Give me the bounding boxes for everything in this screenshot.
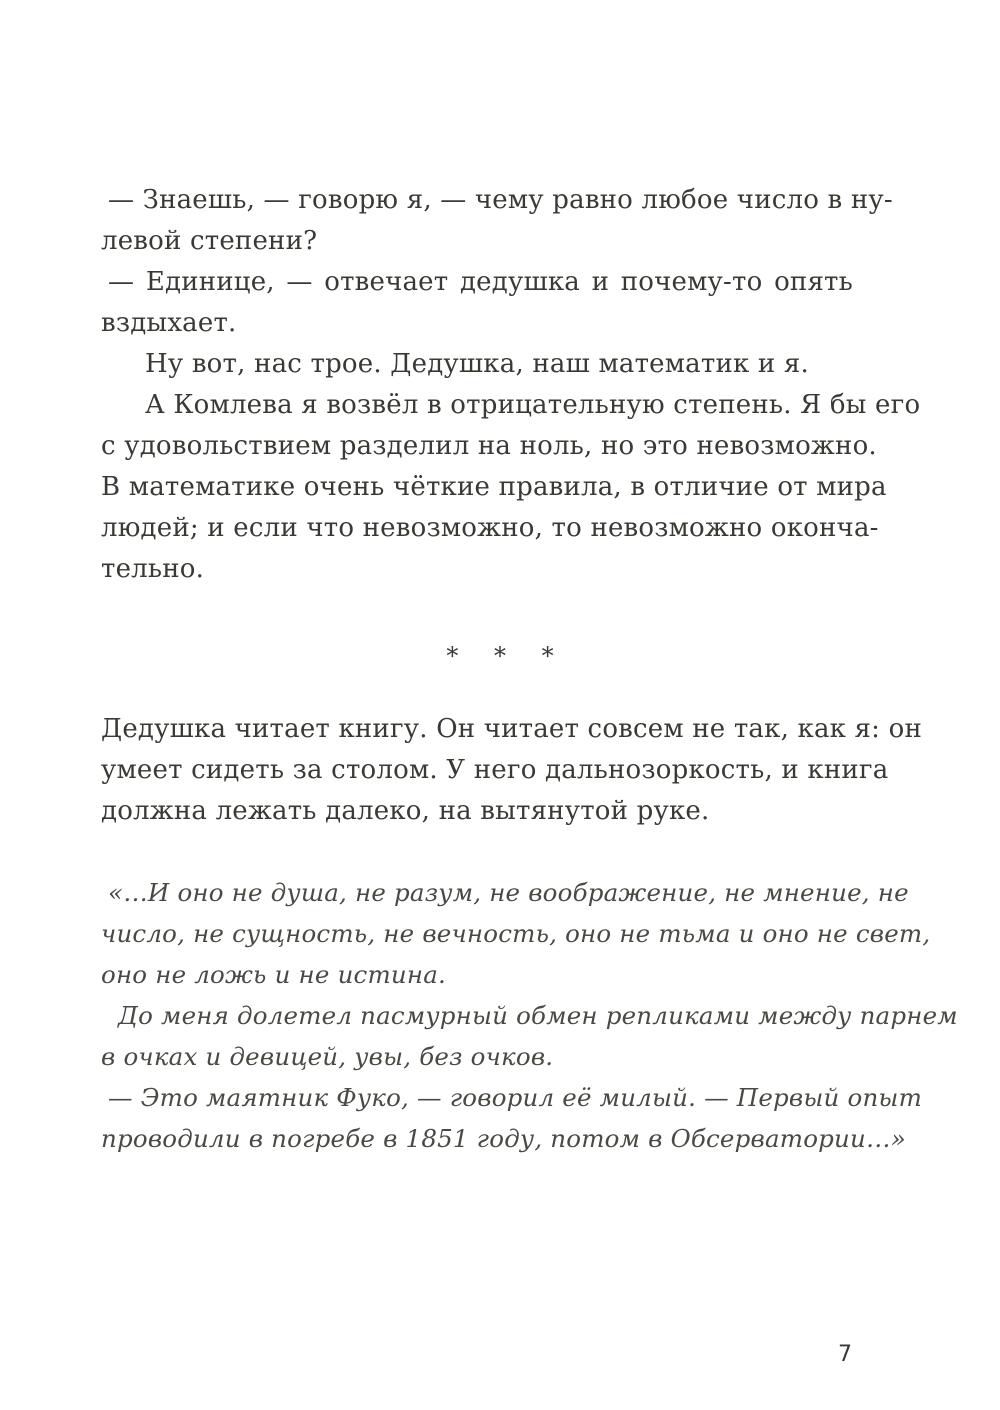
text-line: — Единице, — отвечает дедушка и почему-то опять — [108, 267, 853, 297]
text-line: — Знаешь, — говорю я, — чему равно любое число в ну- — [108, 185, 893, 215]
text-line: с удовольствием разделил на ноль, но это невозможно. — [101, 431, 877, 461]
quote-line: До меня долетел пасмурный обмен репликами между парнем — [118, 1001, 958, 1030]
text-line: вздыхает. — [101, 308, 237, 338]
text-line: умеет сидеть за столом. У него дальнозоркость, и книга — [101, 755, 889, 785]
text-line: людей; и если что невозможно, то невозможно оконча- — [101, 513, 879, 543]
quote-line: «…И оно не душа, не разум, не воображение, не мнение, не — [108, 878, 909, 907]
quote-line: в очках и девицей, увы, без очков. — [101, 1042, 554, 1071]
quote-line: число, не сущность, не вечность, оно не тьма и оно не свет, — [101, 919, 931, 948]
quote-line: оно не ложь и не истина. — [101, 960, 447, 989]
text-line: тельно. — [101, 554, 205, 584]
quote-line: проводили в погребе в 1851 году, потом в Обсерватории…» — [101, 1124, 906, 1153]
page-number: 7 — [838, 1342, 852, 1367]
text-line: А Комлева я возвёл в отрицательную степень. Я бы его — [145, 390, 921, 420]
text-line: Дедушка читает книгу. Он читает совсем не так, как я: он — [101, 714, 922, 744]
text-line: левой степени? — [101, 226, 318, 256]
text-line: В математике очень чёткие правила, в отличие от мира — [101, 472, 887, 502]
text-line: Ну вот, нас трое. Дедушка, наш математик и я. — [145, 349, 809, 379]
text-line: должна лежать далеко, на вытянутой руке. — [101, 796, 710, 826]
section-separator: * * * — [446, 642, 568, 670]
quote-line: — Это маятник Фуко, — говорил её милый. — Первый опыт — [108, 1083, 923, 1112]
